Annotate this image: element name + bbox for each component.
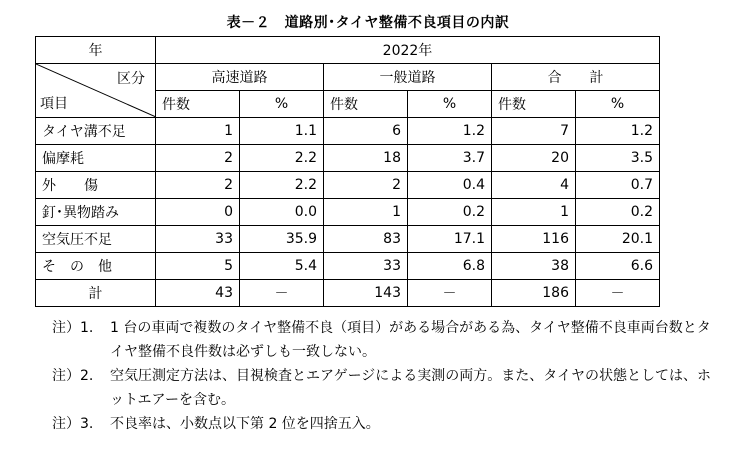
year-value: 2022年 bbox=[156, 37, 660, 64]
total-label: 計 bbox=[36, 280, 156, 307]
cell-value: 3.7 bbox=[408, 145, 492, 172]
table-row bbox=[36, 199, 660, 226]
footnote-text: 1 台の車両で複数のタイヤ整備不良（項目）がある場合がある為、タイヤ整備不良車両台数とタイヤ整備不良件数は必ずしも一致しない。 bbox=[110, 320, 711, 360]
year-row bbox=[36, 37, 660, 64]
cell-value: 20.1 bbox=[576, 226, 660, 253]
pct-header: % bbox=[576, 91, 660, 118]
cell-value: 0.2 bbox=[408, 199, 492, 226]
total-value: 186 bbox=[492, 280, 576, 307]
cell-value: 1.2 bbox=[576, 118, 660, 145]
footnote bbox=[52, 316, 712, 364]
cell-value: 6 bbox=[324, 118, 408, 145]
total-value: － bbox=[240, 280, 324, 307]
footnotes bbox=[52, 316, 712, 436]
cell-value: 0.4 bbox=[408, 172, 492, 199]
table-row bbox=[36, 118, 660, 145]
row-item: 外 傷 bbox=[36, 172, 156, 199]
corner-header bbox=[36, 64, 156, 118]
table-row bbox=[36, 172, 660, 199]
footnote bbox=[52, 412, 712, 436]
cell-value: 2 bbox=[156, 145, 240, 172]
year-label: 年 bbox=[36, 37, 156, 64]
cell-value: 33 bbox=[156, 226, 240, 253]
footnote-marker: 注）2. bbox=[52, 368, 94, 384]
row-item: 釘･異物踏み bbox=[36, 199, 156, 226]
cell-value: 20 bbox=[492, 145, 576, 172]
footnote-marker: 注）3. bbox=[52, 416, 94, 432]
total-value: － bbox=[408, 280, 492, 307]
cell-value: 35.9 bbox=[240, 226, 324, 253]
cell-value: 1 bbox=[156, 118, 240, 145]
group-general-road: 一般道路 bbox=[324, 64, 492, 91]
cell-value: 17.1 bbox=[408, 226, 492, 253]
cell-value: 18 bbox=[324, 145, 408, 172]
cell-value: 1 bbox=[492, 199, 576, 226]
total-value: － bbox=[576, 280, 660, 307]
tire-defect-table bbox=[35, 36, 660, 307]
cell-value: 0.7 bbox=[576, 172, 660, 199]
cell-value: 0 bbox=[156, 199, 240, 226]
cell-value: 0.0 bbox=[240, 199, 324, 226]
cell-value: 5.4 bbox=[240, 253, 324, 280]
cell-value: 1.1 bbox=[240, 118, 324, 145]
cell-value: 7 bbox=[492, 118, 576, 145]
cell-value: 6.8 bbox=[408, 253, 492, 280]
footnote-marker: 注）1. bbox=[52, 320, 94, 336]
footnote bbox=[52, 364, 712, 412]
group-row bbox=[36, 64, 660, 91]
table-row bbox=[36, 145, 660, 172]
item-label: 項目 bbox=[40, 96, 68, 112]
cell-value: 83 bbox=[324, 226, 408, 253]
table-title: 表－２ 道路別･タイヤ整備不良項目の内訳 bbox=[226, 15, 510, 31]
total-value: 43 bbox=[156, 280, 240, 307]
cell-value: 0.2 bbox=[576, 199, 660, 226]
row-item: そ の 他 bbox=[36, 253, 156, 280]
row-item: 偏摩耗 bbox=[36, 145, 156, 172]
total-row bbox=[36, 280, 660, 307]
group-total: 合 計 bbox=[492, 64, 660, 91]
count-header: 件数 bbox=[324, 91, 408, 118]
table-row bbox=[36, 253, 660, 280]
cell-value: 2.2 bbox=[240, 145, 324, 172]
footnote-text: 不良率は、小数点以下第 2 位を四捨五入。 bbox=[110, 416, 380, 432]
cell-value: 1.2 bbox=[408, 118, 492, 145]
total-value: 143 bbox=[324, 280, 408, 307]
cell-value: 1 bbox=[324, 199, 408, 226]
cell-value: 116 bbox=[492, 226, 576, 253]
cell-value: 33 bbox=[324, 253, 408, 280]
cell-value: 4 bbox=[492, 172, 576, 199]
cell-value: 5 bbox=[156, 253, 240, 280]
count-header: 件数 bbox=[492, 91, 576, 118]
group-expressway: 高速道路 bbox=[156, 64, 324, 91]
pct-header: % bbox=[408, 91, 492, 118]
cell-value: 38 bbox=[492, 253, 576, 280]
cell-value: 6.6 bbox=[576, 253, 660, 280]
cell-value: 2 bbox=[156, 172, 240, 199]
row-item: 空気圧不足 bbox=[36, 226, 156, 253]
category-label: 区分 bbox=[117, 71, 145, 87]
footnote-text: 空気圧測定方法は、目視検査とエアゲージによる実測の両方。また、タイヤの状態としては、ホットエアーを含む。 bbox=[110, 368, 712, 408]
row-item: タイヤ溝不足 bbox=[36, 118, 156, 145]
pct-header: % bbox=[240, 91, 324, 118]
count-header: 件数 bbox=[156, 91, 240, 118]
table-row bbox=[36, 226, 660, 253]
cell-value: 3.5 bbox=[576, 145, 660, 172]
cell-value: 2.2 bbox=[240, 172, 324, 199]
cell-value: 2 bbox=[324, 172, 408, 199]
